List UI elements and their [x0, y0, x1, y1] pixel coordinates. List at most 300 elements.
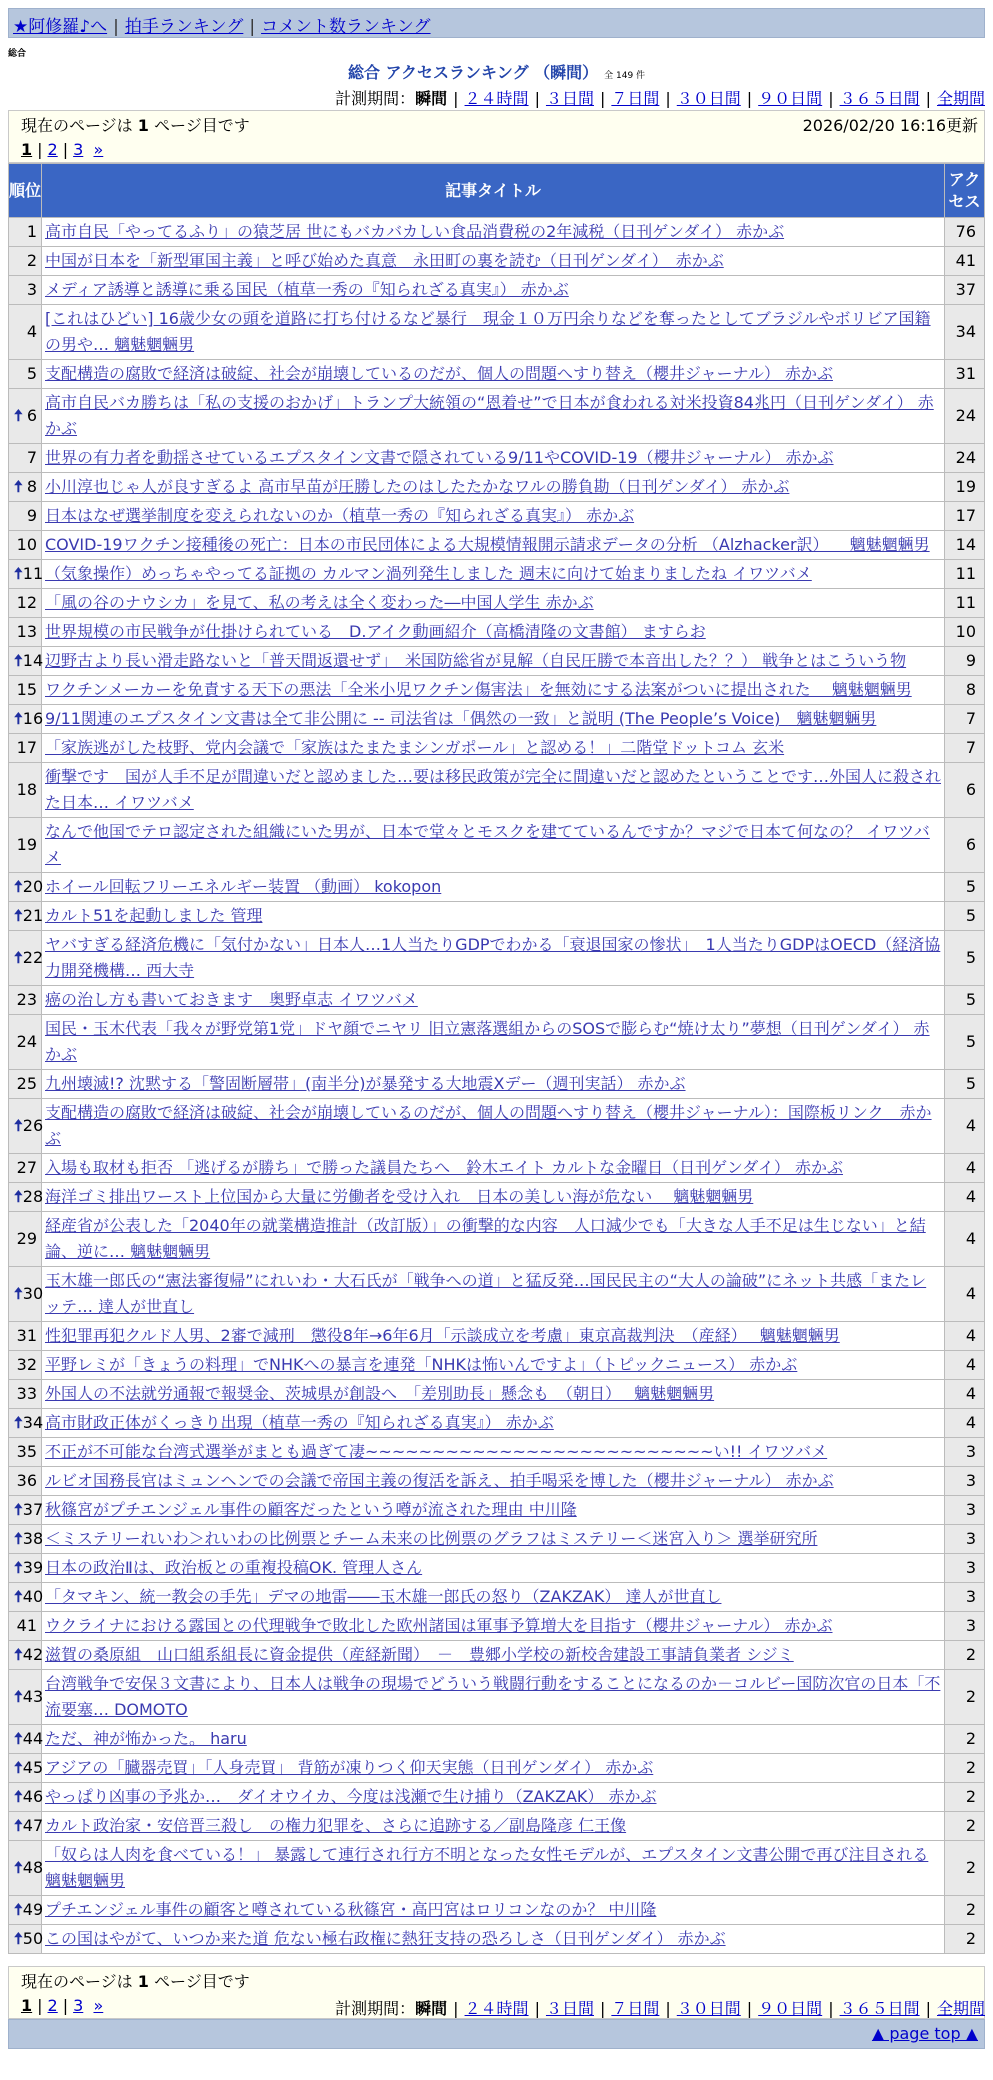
article-link[interactable]: カルト政治家・安倍晋三殺し の権力犯罪を、さらに追跡する／副島隆彦 仁王像: [45, 1816, 627, 1835]
access-count: 2: [945, 1925, 985, 1954]
title-cell: [42, 705, 945, 734]
title-cell: [42, 902, 945, 931]
article-link[interactable]: 日本はなぜ選挙制度を変えられないのか（植草一秀の『知られざる真実』） 赤かぶ: [45, 506, 635, 525]
period-separator: |: [746, 89, 753, 108]
article-link[interactable]: 癌の治し方も書いておきます 奥野卓志 イワツバメ: [45, 990, 418, 1009]
title-cell: [42, 1409, 945, 1438]
table-row: [9, 247, 985, 276]
top-nav: [8, 8, 985, 38]
article-link[interactable]: 外国人の不法就労通報で報奨金、茨城県が創設へ 「差別助長」懸念も （朝日） 魑魅魍魎男: [45, 1384, 715, 1403]
rank-cell: [9, 389, 42, 444]
article-link[interactable]: 経産省が公表した「2040年の就業構造推計（改訂版）」の衝撃的な内容 人口減少でも「大きな人手不足は生じない」と結論、逆に… 魑魅魍魎男: [45, 1216, 926, 1261]
title-cell: [42, 531, 945, 560]
article-link[interactable]: 平野レミが「きょうの料理」でNHKへの暴言を連発「NHKは怖いんですよ」（トピックニュース） 赤かぶ: [45, 1355, 798, 1374]
article-link[interactable]: やっぱり凶事の予兆か… ダイオウイカ、今度は浅瀬で生け捕り（ZAKZAK） 赤かぶ: [45, 1787, 657, 1806]
period-separator: |: [665, 1999, 671, 2018]
rank-cell: [9, 218, 42, 247]
up-arrow-icon: 🠅: [14, 1687, 23, 1706]
table-row: [9, 1351, 985, 1380]
title-cell: [42, 560, 945, 589]
article-link[interactable]: 秋篠宮がプチエンジェル事件の顧客だったという噂が流された理由 中川隆: [45, 1500, 577, 1519]
rank-number: 36: [16, 1471, 37, 1490]
article-link[interactable]: カルト51を起動しました 管理: [45, 906, 263, 925]
rank-cell: [9, 647, 42, 676]
rank-number: 20: [22, 877, 44, 896]
table-row: [9, 705, 985, 734]
table-row: [9, 763, 985, 818]
access-count: 2: [945, 1896, 985, 1925]
access-count: 5: [945, 931, 985, 986]
rank-number: 11: [22, 564, 44, 583]
article-link[interactable]: 支配構造の腐敗で経済は破綻、社会が崩壊しているのだが、個人の問題へすり替え（櫻井ジャーナル）：国際板リンク 赤かぶ: [45, 1103, 932, 1148]
rank-number: 35: [16, 1442, 37, 1461]
article-link[interactable]: ただ、神が怖かった。 haru: [45, 1729, 247, 1748]
access-count: 2: [945, 1754, 985, 1783]
rank-cell: [9, 1554, 42, 1583]
rank-cell: [9, 1525, 42, 1554]
table-row: [9, 734, 985, 763]
page-current: 1: [21, 140, 33, 159]
rank-number: 39: [22, 1558, 44, 1577]
up-arrow-icon: 🠅: [14, 406, 23, 425]
period-separator: |: [453, 1999, 459, 2018]
article-link[interactable]: COVID-19ワクチン接種後の死亡：日本の市民団体による大規模情報開示請求データの分析 （Alzhacker訳） 魑魅魍魎男: [45, 535, 930, 554]
page-next-link[interactable]: »: [93, 140, 104, 159]
rank-cell: [9, 931, 42, 986]
article-link[interactable]: ＜ミステリーれいわ＞れいわの比例票とチーム未来の比例票のグラフはミステリー＜迷宮入り＞ 選挙研究所: [45, 1529, 818, 1548]
rank-number: 7: [26, 448, 37, 467]
article-link[interactable]: 台湾戦争で安保３文書により、日本人は戦争の現場でどういう戦闘行動をすることになるのか－コルビー国防次官の日本「不流要塞… DOMOTO: [45, 1674, 941, 1719]
nav-separator: |: [113, 17, 119, 37]
period-link[interactable]: ３日間: [545, 1999, 594, 2018]
rank-cell: [9, 1925, 42, 1954]
category-label: 総合: [8, 49, 27, 59]
up-arrow-icon: 🠅: [14, 1929, 23, 1948]
access-count: 24: [945, 444, 985, 473]
period-link[interactable]: 全期間: [936, 1999, 985, 2018]
table-row: [9, 1525, 985, 1554]
article-link[interactable]: 九州壊滅!? 沈黙する「警固断層帯」(南半分)が暴発する大地震Xデー（週刊実話） 赤かぶ: [45, 1074, 686, 1093]
page-title: [0, 60, 993, 83]
table-row: [9, 1496, 985, 1525]
table-row: [9, 676, 985, 705]
access-header: アクセス: [945, 164, 985, 218]
period-separator: |: [534, 89, 540, 108]
rank-cell: [9, 247, 42, 276]
comment-ranking-link[interactable]: コメント数ランキング: [261, 17, 431, 37]
table-row: [9, 902, 985, 931]
rank-number: 2: [26, 251, 37, 270]
page-top-link[interactable]: ▲ page top ▲: [871, 2024, 978, 2043]
page-link[interactable]: 2: [47, 140, 58, 159]
period-link[interactable]: ３０日間: [676, 1999, 741, 2018]
period-link[interactable]: ９０日間: [758, 1999, 823, 2018]
access-count: 24: [945, 389, 985, 444]
rank-cell: [9, 1754, 42, 1783]
rank-cell: [9, 1322, 42, 1351]
title-cell: [42, 1351, 945, 1380]
page-link[interactable]: 2: [47, 1996, 58, 2015]
table-row: [9, 1925, 985, 1954]
table-row: [9, 218, 985, 247]
access-count: 6: [945, 763, 985, 818]
table-row: [9, 1183, 985, 1212]
article-link[interactable]: ホイール回転フリーエネルギー装置 （動画） kokopon: [45, 877, 442, 896]
page-info-suffix: ページ目です: [154, 116, 250, 135]
rank-cell: [9, 1641, 42, 1670]
access-count: 3: [945, 1525, 985, 1554]
rank-number: 16: [22, 709, 44, 728]
title-cell: [42, 931, 945, 986]
title-cell: [42, 1099, 945, 1154]
access-count: 4: [945, 1154, 985, 1183]
up-arrow-icon: 🠅: [14, 1758, 23, 1777]
article-link[interactable]: 入場も取材も拒否 「逃げるが勝ち」で勝った議員たちへ 鈴木エイト カルトな金曜日（日刊ゲンダイ） 赤かぶ: [45, 1158, 843, 1177]
rank-cell: [9, 1183, 42, 1212]
table-row: [9, 1812, 985, 1841]
access-count: 2: [945, 1670, 985, 1725]
title-cell: [42, 360, 945, 389]
article-link[interactable]: 高市財政正体がくっきり出現（植草一秀の『知られざる真実』） 赤かぶ: [45, 1413, 554, 1432]
rank-number: 31: [16, 1326, 37, 1345]
title-cell: [42, 1525, 945, 1554]
rank-number: 15: [16, 680, 37, 699]
rank-cell: [9, 705, 42, 734]
rank-number: 41: [16, 1616, 37, 1635]
rank-number: 50: [22, 1929, 44, 1948]
total-count: 全 149 件: [604, 71, 646, 81]
access-count: 14: [945, 531, 985, 560]
access-count: 19: [945, 473, 985, 502]
rank-number: 17: [16, 738, 37, 757]
title-cell: [42, 1754, 945, 1783]
rank-number: 18: [16, 780, 37, 799]
article-link[interactable]: 性犯罪再犯クルド人男、2審で減刑 懲役8年→6年6月「示談成立を考慮」東京高裁判決 （産経） 魑魅魍魎男: [45, 1326, 840, 1345]
title-cell: [42, 1212, 945, 1267]
table-row: [9, 1212, 985, 1267]
rank-number: 22: [22, 948, 44, 967]
rank-cell: [9, 276, 42, 305]
table-row: [9, 818, 985, 873]
table-row: [9, 502, 985, 531]
title-cell: [42, 589, 945, 618]
page-next-link[interactable]: »: [93, 1996, 104, 2015]
article-link[interactable]: アジアの「臓器売買」「人身売買」 背筋が凍りつく仰天実態（日刊ゲンダイ） 赤かぶ: [45, 1758, 654, 1777]
title-cell: [42, 986, 945, 1015]
rank-header: 順位: [9, 164, 42, 218]
period-link[interactable]: 全期間: [936, 89, 985, 108]
title-cell: [42, 389, 945, 444]
table-row: [9, 1641, 985, 1670]
page-link[interactable]: 3: [73, 1996, 84, 2015]
article-link[interactable]: [これはひどい] 16歳少女の頭を道路に打ち付けるなど暴行 現金１０万円余りなどを奪ったとしてブラジルやボリビア国籍の男や… 魑魅魍魎男: [45, 309, 931, 354]
up-arrow-icon: 🠅: [14, 477, 23, 496]
rank-cell: [9, 1496, 42, 1525]
page-info-suffix: ページ目です: [154, 1972, 250, 1991]
up-arrow-icon: 🠅: [14, 1413, 23, 1432]
article-link[interactable]: なんで他国でテロ認定された組織にいた男が、日本で堂々とモスクを建てているんですか？マジで日本て何なの？ イワツバメ: [45, 822, 930, 867]
rank-cell: [9, 1351, 42, 1380]
period-link[interactable]: ２４時間: [464, 1999, 529, 2018]
access-count: 4: [945, 1351, 985, 1380]
period-separator: |: [534, 1999, 540, 2018]
table-row: [9, 560, 985, 589]
access-count: 4: [945, 1322, 985, 1351]
page-link[interactable]: 3: [73, 140, 84, 159]
rank-number: 8: [26, 477, 37, 496]
table-row: [9, 360, 985, 389]
table-row: [9, 1015, 985, 1070]
title-cell: [42, 1725, 945, 1754]
period-link[interactable]: ３６５日間: [839, 1999, 920, 2018]
ranking-body: [9, 218, 985, 1954]
rank-number: 46: [22, 1787, 44, 1806]
access-count: 11: [945, 560, 985, 589]
access-count: 17: [945, 502, 985, 531]
access-count: 4: [945, 1409, 985, 1438]
rank-cell: [9, 305, 42, 360]
article-link[interactable]: 「奴らは人肉を食べている！」 暴露して連行され行方不明となった女性モデルが、エプスタイン文書公開で再び注目される 魑魅魍魎男: [45, 1845, 929, 1890]
period-link[interactable]: ３６５日間: [839, 89, 920, 108]
article-link[interactable]: プチエンジェル事件の顧客と噂されている秋篠宮・高円宮はロリコンなのか？ 中川隆: [45, 1900, 657, 1919]
pagination-top: [21, 140, 972, 159]
article-link[interactable]: 滋賀の桑原組 山口組系組長に資金提供（産経新聞） － 豊郷小学校の新校舎建設工事請負業者 シジミ: [45, 1645, 794, 1664]
rank-number: 26: [22, 1116, 44, 1135]
article-link[interactable]: 世界規模の市民戦争が仕掛けられている D.アイク動画紹介（高橋清隆の文書館） ますらお: [45, 622, 706, 641]
article-link[interactable]: 小川淳也じゃ人が良すぎるよ 高市早苗が圧勝したのはしたたかなワルの勝負勘（日刊ゲンダイ） 赤かぶ: [45, 477, 790, 496]
page-info-number: 1: [137, 1972, 149, 1991]
rank-cell: [9, 1015, 42, 1070]
period-separator: |: [828, 1999, 834, 2018]
rank-number: 14: [22, 651, 44, 670]
table-header-row: [9, 164, 985, 218]
up-arrow-icon: 🠅: [14, 1529, 23, 1548]
article-link[interactable]: （気象操作）めっちゃやってる証拠の カルマン渦列発生しました 週末に向けて始まりましたね イワツバメ: [45, 564, 812, 583]
page-separator: |: [37, 140, 43, 159]
title-cell: [42, 676, 945, 705]
title-cell: [42, 1267, 945, 1322]
period-separator: |: [828, 89, 834, 108]
rank-number: 27: [16, 1158, 37, 1177]
table-row: [9, 1754, 985, 1783]
period-separator: |: [925, 1999, 931, 2018]
title-cell: [42, 1783, 945, 1812]
article-link[interactable]: 海洋ゴミ排出ワースト上位国から大量に労働者を受け入れ 日本の美しい海が危ない 魑魅魍魎男: [45, 1187, 754, 1206]
article-link[interactable]: 不正が不可能な台湾式選挙がまとも過ぎて凄~~~~~~~~~~~~~~~~~~~~~~~~~~い!! イワツバメ: [45, 1442, 828, 1461]
article-link[interactable]: 「風の谷のナウシカ」を見て、私の考えは全く変わった―中国人学生 赤かぶ: [45, 593, 594, 612]
period-link[interactable]: ７日間: [611, 1999, 660, 2018]
rank-cell: [9, 1267, 42, 1322]
access-count: 31: [945, 360, 985, 389]
period-link[interactable]: ３０日間: [676, 89, 741, 108]
title-cell: [42, 1380, 945, 1409]
title-cell: [42, 618, 945, 647]
ranking-title: 総合 アクセスランキング （瞬間）: [347, 63, 599, 82]
rank-number: 23: [16, 990, 37, 1009]
period-label: 計測期間：: [335, 89, 416, 108]
table-row: [9, 1783, 985, 1812]
table-row: [9, 647, 985, 676]
page-info-prefix: 現在のページは: [21, 1972, 133, 1991]
article-link[interactable]: 「家族逃がした枝野、党内会議で「家族はたまたまシンガポール」と認める！」二階堂ドットコム 玄米: [45, 738, 785, 757]
up-arrow-icon: 🠅: [14, 1500, 23, 1519]
access-count: 10: [945, 618, 985, 647]
up-arrow-icon: 🠅: [14, 1284, 23, 1303]
access-count: 6: [945, 818, 985, 873]
article-link[interactable]: 「タマキン、統一教会の手先」デマの地雷――玉木雄一郎氏の怒り（ZAKZAK） 達人が世直し: [45, 1587, 722, 1606]
access-count: 5: [945, 1015, 985, 1070]
table-row: [9, 276, 985, 305]
rank-number: 19: [16, 835, 37, 854]
period-separator: |: [599, 89, 606, 108]
period-link[interactable]: ７日間: [611, 89, 660, 108]
clap-ranking-link[interactable]: 拍手ランキング: [124, 17, 244, 37]
title-cell: [42, 1612, 945, 1641]
article-link[interactable]: 玉木雄一郎氏の“憲法審復帰”にれいわ・大石氏が「戦争への道」と猛反発…国民民主の“大人の論破”にネット共感「またレッテ… 達人が世直し: [45, 1271, 927, 1316]
title-cell: [42, 1670, 945, 1725]
rank-number: 9: [26, 506, 37, 525]
page-spacer: [83, 1996, 93, 2015]
table-row: [9, 444, 985, 473]
table-row: [9, 1409, 985, 1438]
rank-cell: [9, 1783, 42, 1812]
page-info-top: [8, 110, 985, 163]
rank-number: 38: [22, 1529, 44, 1548]
rank-cell: [9, 531, 42, 560]
rank-cell: [9, 1670, 42, 1725]
period-separator: |: [453, 89, 459, 108]
access-count: 5: [945, 902, 985, 931]
access-count: 2: [945, 1641, 985, 1670]
access-count: 2: [945, 1783, 985, 1812]
title-cell: [42, 247, 945, 276]
up-arrow-icon: 🠅: [14, 1587, 23, 1606]
table-row: [9, 389, 985, 444]
table-row: [9, 1154, 985, 1183]
access-count: 4: [945, 1099, 985, 1154]
article-link[interactable]: ヤバすぎる経済危機に「気付かない」日本人…1人当たりGDPでわかる「衰退国家の惨状」 1人当たりGDPはOECD（経済協力開発機構… 西大寺: [45, 935, 941, 980]
title-cell: [42, 1467, 945, 1496]
home-link[interactable]: ★阿修羅♪へ: [13, 17, 108, 37]
title-cell: [42, 1896, 945, 1925]
title-cell: [42, 1322, 945, 1351]
rank-cell: [9, 873, 42, 902]
page-spacer: [83, 140, 93, 159]
rank-cell: [9, 560, 42, 589]
table-row: [9, 589, 985, 618]
article-link[interactable]: 支配構造の腐敗で経済は破綻、社会が崩壊しているのだが、個人の問題へすり替え（櫻井ジャーナル） 赤かぶ: [45, 364, 833, 383]
rank-number: 24: [16, 1032, 37, 1051]
rank-cell: [9, 1154, 42, 1183]
title-cell: [42, 734, 945, 763]
rank-cell: [9, 902, 42, 931]
access-count: 37: [945, 276, 985, 305]
access-count: 3: [945, 1467, 985, 1496]
article-link[interactable]: 辺野古より長い滑走路ないと「普天間返還せず」 米国防総省が見解（自民圧勝で本音出した？？） 戦争とはこういう物: [45, 651, 907, 670]
article-link[interactable]: メディア誘導と誘導に乗る国民（植草一秀の『知られざる真実』） 赤かぶ: [45, 280, 569, 299]
article-link[interactable]: 衝撃です 国が人手不足が間違いだと認めました…要は移民政策が完全に間違いだと認めたということです…外国人に殺された日本… イワツバメ: [45, 767, 942, 812]
access-count: 76: [945, 218, 985, 247]
rank-number: 33: [16, 1384, 37, 1403]
title-cell: [42, 1438, 945, 1467]
rank-number: 4: [26, 322, 37, 341]
up-arrow-icon: 🠅: [14, 1645, 23, 1664]
article-link[interactable]: 国民・玉木代表「我々が野党第1党」ドヤ顔でニヤリ 旧立憲落選組からのSOSで膨らむ“焼け太り”夢想（日刊ゲンダイ） 赤かぶ: [45, 1019, 930, 1064]
rank-cell: [9, 1438, 42, 1467]
table-row: [9, 986, 985, 1015]
access-count: 4: [945, 1380, 985, 1409]
access-count: 5: [945, 986, 985, 1015]
title-cell: [42, 1154, 945, 1183]
access-count: 4: [945, 1183, 985, 1212]
period-link[interactable]: ２４時間: [464, 89, 529, 108]
access-count: 3: [945, 1438, 985, 1467]
article-link[interactable]: 高市自民バカ勝ちは「私の支援のおかげ」トランプ大統領の“恩着せ”で日本が食われる対米投資84兆円（日刊ゲンダイ） 赤かぶ: [45, 393, 934, 438]
period-link[interactable]: ９０日間: [758, 89, 823, 108]
title-cell: [42, 1812, 945, 1841]
rank-number: 29: [16, 1229, 37, 1248]
page-separator: |: [62, 140, 69, 159]
rank-cell: [9, 502, 42, 531]
table-row: [9, 473, 985, 502]
article-link[interactable]: 中国が日本を「新型軍国主義」と呼び始めた真意 永田町の裏を読む（日刊ゲンダイ） 赤かぶ: [45, 251, 724, 270]
rank-number: 43: [22, 1687, 44, 1706]
table-row: [9, 1554, 985, 1583]
article-link[interactable]: この国はやがて、いつか来た道 危ない極右政権に熱狂支持の恐ろしさ（日刊ゲンダイ） 赤かぶ: [45, 1929, 726, 1948]
rank-number: 40: [22, 1587, 44, 1606]
up-arrow-icon: 🠅: [14, 1116, 23, 1135]
access-count: 9: [945, 647, 985, 676]
table-row: [9, 305, 985, 360]
article-link[interactable]: 世界の有力者を動揺させているエプスタイン文書で隠されている9/11やCOVID-19（櫻井ジャーナル） 赤かぶ: [45, 448, 834, 467]
rank-cell: [9, 1099, 42, 1154]
period-separator: |: [746, 1999, 753, 2018]
rank-cell: [9, 1612, 42, 1641]
article-link[interactable]: ワクチンメーカーを免責する天下の悪法「全米小児ワクチン傷害法」を無効にする法案がついに提出された 魑魅魍魎男: [45, 680, 912, 699]
title-cell: [42, 444, 945, 473]
period-link[interactable]: ３日間: [545, 89, 594, 108]
access-count: 7: [945, 705, 985, 734]
article-link[interactable]: 高市自民「やってるふり」の猿芝居 世にもバカバカしい食品消費税の2年減税（日刊ゲンダイ） 赤かぶ: [45, 222, 785, 241]
up-arrow-icon: 🠅: [14, 1816, 23, 1835]
article-link[interactable]: ルビオ国務長官はミュンヘンでの会議で帝国主義の復活を訴え、拍手喝采を博した（櫻井ジャーナル） 赤かぶ: [45, 1471, 834, 1490]
rank-cell: [9, 818, 42, 873]
rank-cell: [9, 1841, 42, 1896]
rank-cell: [9, 1070, 42, 1099]
title-cell: [42, 1925, 945, 1954]
title-cell: [42, 218, 945, 247]
rank-number: 5: [26, 364, 37, 383]
rank-number: 30: [22, 1284, 44, 1303]
article-link[interactable]: 9/11関連のエプスタイン文書は全て非公開に -- 司法省は「偶然の一致」と説明 (The People’s Voice) 魑魅魍魎男: [45, 709, 877, 728]
access-count: 11: [945, 589, 985, 618]
title-cell: [42, 647, 945, 676]
rank-number: 28: [22, 1187, 44, 1206]
up-arrow-icon: 🠅: [14, 906, 23, 925]
article-link[interactable]: ウクライナにおける露国との代理戦争で敗北した欧州諸国は軍事予算増大を目指す（櫻井ジャーナル） 赤かぶ: [45, 1616, 833, 1635]
rank-cell: [9, 360, 42, 389]
period-current: 瞬間: [415, 89, 448, 108]
access-count: 3: [945, 1612, 985, 1641]
rank-cell: [9, 1467, 42, 1496]
up-arrow-icon: 🠅: [14, 1787, 23, 1806]
article-link[interactable]: 日本の政治Ⅱは、政治板との重複投稿OK. 管理人さん: [45, 1558, 423, 1577]
rank-number: 12: [16, 593, 37, 612]
table-row: [9, 1070, 985, 1099]
title-cell: [42, 1015, 945, 1070]
page-current: 1: [21, 1996, 33, 2015]
up-arrow-icon: 🠅: [14, 1858, 23, 1877]
